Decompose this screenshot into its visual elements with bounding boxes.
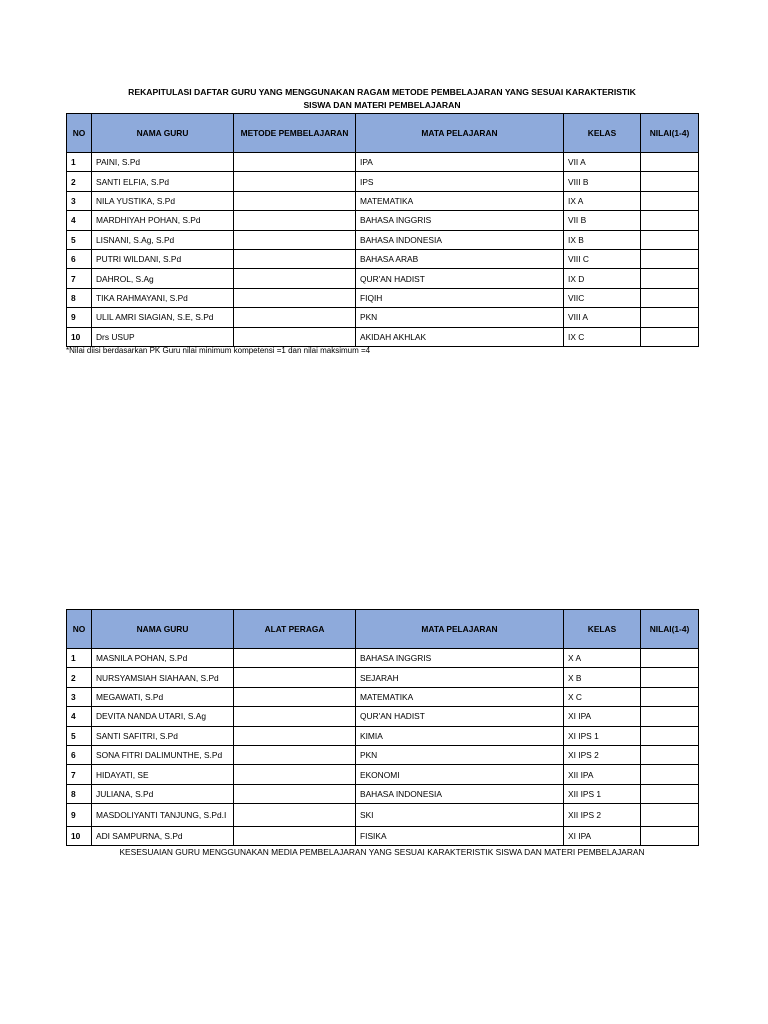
cell-no: 6 <box>67 745 92 764</box>
cell-nilai <box>641 153 699 172</box>
cell-nama-guru: MEGAWATI, S.Pd <box>92 687 234 706</box>
teacher-method-table <box>66 113 699 347</box>
cell-no: 1 <box>67 649 92 668</box>
table-row <box>67 211 699 230</box>
table-row <box>67 230 699 249</box>
cell-no: 4 <box>67 707 92 726</box>
table2-caption: KESESUAIAN GURU MENGGUNAKAN MEDIA PEMBELAJARAN YANG SESUAI KARAKTERISTIK SISWA DAN MATERI PEMBELAJARAN <box>119 847 645 857</box>
cell-col3 <box>234 230 356 249</box>
table-row <box>67 726 699 745</box>
cell-nama-guru: NILA YUSTIKA, S.Pd <box>92 191 234 210</box>
cell-col3 <box>234 308 356 327</box>
teacher-media-table <box>66 609 699 846</box>
cell-no: 10 <box>67 327 92 346</box>
cell-col3 <box>234 249 356 268</box>
cell-nama-guru: SONA FITRI DALIMUNTHE, S.Pd <box>92 745 234 764</box>
cell-kelas: XII IPS 2 <box>564 804 641 826</box>
header-no: NO <box>67 610 92 649</box>
table-row <box>67 668 699 687</box>
cell-mata-pelajaran: BAHASA INGGRIS <box>356 211 564 230</box>
table-row <box>67 191 699 210</box>
table-row <box>67 745 699 764</box>
table-row <box>67 308 699 327</box>
table-row <box>67 804 699 826</box>
cell-no: 7 <box>67 269 92 288</box>
header-kelas: KELAS <box>564 610 641 649</box>
cell-nama-guru: MASNILA POHAN, S.Pd <box>92 649 234 668</box>
cell-col3 <box>234 668 356 687</box>
cell-nama-guru: ULIL AMRI SIAGIAN, S.E, S.Pd <box>92 308 234 327</box>
cell-nama-guru: Drs USUP <box>92 327 234 346</box>
header-nilai: NILAI(1-4) <box>641 610 699 649</box>
header-nilai: NILAI(1-4) <box>641 114 699 153</box>
cell-mata-pelajaran: KIMIA <box>356 726 564 745</box>
cell-mata-pelajaran: PKN <box>356 308 564 327</box>
header-nama-guru: NAMA GURU <box>92 610 234 649</box>
table-row <box>67 172 699 191</box>
cell-no: 10 <box>67 826 92 845</box>
cell-no: 2 <box>67 668 92 687</box>
cell-mata-pelajaran: BAHASA INDONESIA <box>356 230 564 249</box>
cell-nama-guru: TIKA RAHMAYANI, S.Pd <box>92 288 234 307</box>
cell-kelas: VIII A <box>564 308 641 327</box>
table-row <box>67 288 699 307</box>
table-body <box>67 649 699 846</box>
title-line-1: REKAPITULASI DAFTAR GURU YANG MENGGUNAKAN RAGAM METODE PEMBELAJARAN YANG SESUAI KARAKTERISTIK <box>128 87 636 97</box>
cell-mata-pelajaran: FISIKA <box>356 826 564 845</box>
cell-nilai <box>641 269 699 288</box>
cell-kelas: VII A <box>564 153 641 172</box>
cell-kelas: VIII C <box>564 249 641 268</box>
table-row <box>67 687 699 706</box>
cell-no: 4 <box>67 211 92 230</box>
cell-no: 2 <box>67 172 92 191</box>
cell-mata-pelajaran: QUR'AN HADIST <box>356 707 564 726</box>
cell-nama-guru: MARDHIYAH POHAN, S.Pd <box>92 211 234 230</box>
cell-nama-guru: PAINI, S.Pd <box>92 153 234 172</box>
cell-kelas: VIIC <box>564 288 641 307</box>
header-no: NO <box>67 114 92 153</box>
cell-nama-guru: NURSYAMSIAH SIAHAAN, S.Pd <box>92 668 234 687</box>
table-body <box>67 153 699 347</box>
cell-col3 <box>234 687 356 706</box>
cell-mata-pelajaran: FIQIH <box>356 288 564 307</box>
cell-nama-guru: ADI SAMPURNA, S.Pd <box>92 826 234 845</box>
cell-no: 9 <box>67 804 92 826</box>
cell-col3 <box>234 804 356 826</box>
cell-kelas: IX C <box>564 327 641 346</box>
header-mata-pelajaran: MATA PELAJARAN <box>356 114 564 153</box>
cell-mata-pelajaran: BAHASA ARAB <box>356 249 564 268</box>
cell-nilai <box>641 826 699 845</box>
cell-nilai <box>641 804 699 826</box>
cell-kelas: IX A <box>564 191 641 210</box>
cell-kelas: XI IPA <box>564 707 641 726</box>
title-line-2: SISWA DAN MATERI PEMBELAJARAN <box>303 100 461 110</box>
cell-nilai <box>641 707 699 726</box>
cell-nilai <box>641 784 699 803</box>
table-row <box>67 649 699 668</box>
cell-kelas: XII IPS 1 <box>564 784 641 803</box>
cell-nilai <box>641 308 699 327</box>
cell-mata-pelajaran: SKI <box>356 804 564 826</box>
cell-no: 6 <box>67 249 92 268</box>
header-alat-peraga: ALAT PERAGA <box>234 610 356 649</box>
footnote: *Nilai diisi berdasarkan PK Guru nilai minimum kompetensi =1 dan nilai maksimum =4 <box>66 346 371 355</box>
cell-nama-guru: LISNANI, S.Ag, S.Pd <box>92 230 234 249</box>
cell-no: 7 <box>67 765 92 784</box>
cell-nama-guru: PUTRI WILDANI, S.Pd <box>92 249 234 268</box>
cell-mata-pelajaran: BAHASA INGGRIS <box>356 649 564 668</box>
cell-nama-guru: MASDOLIYANTI TANJUNG, S.Pd.I <box>92 804 234 826</box>
cell-mata-pelajaran: QUR'AN HADIST <box>356 269 564 288</box>
header-kelas: KELAS <box>564 114 641 153</box>
cell-nilai <box>641 172 699 191</box>
cell-no: 8 <box>67 288 92 307</box>
cell-nilai <box>641 230 699 249</box>
cell-col3 <box>234 784 356 803</box>
cell-nilai <box>641 211 699 230</box>
cell-col3 <box>234 765 356 784</box>
cell-col3 <box>234 269 356 288</box>
cell-nilai <box>641 288 699 307</box>
cell-mata-pelajaran: EKONOMI <box>356 765 564 784</box>
cell-no: 8 <box>67 784 92 803</box>
table-row <box>67 249 699 268</box>
cell-nama-guru: DEVITA NANDA UTARI, S.Ag <box>92 707 234 726</box>
cell-col3 <box>234 288 356 307</box>
cell-col3 <box>234 153 356 172</box>
cell-col3 <box>234 826 356 845</box>
cell-kelas: XI IPS 1 <box>564 726 641 745</box>
cell-nama-guru: SANTI ELFIA, S.Pd <box>92 172 234 191</box>
cell-no: 5 <box>67 230 92 249</box>
cell-nama-guru: SANTI SAFITRI, S.Pd <box>92 726 234 745</box>
cell-kelas: VIII B <box>564 172 641 191</box>
cell-nilai <box>641 191 699 210</box>
table-row <box>67 784 699 803</box>
cell-no: 3 <box>67 687 92 706</box>
cell-col3 <box>234 172 356 191</box>
cell-kelas: X C <box>564 687 641 706</box>
cell-kelas: XI IPA <box>564 826 641 845</box>
cell-nilai <box>641 649 699 668</box>
table-header-row <box>67 114 699 153</box>
cell-mata-pelajaran: BAHASA INDONESIA <box>356 784 564 803</box>
cell-kelas: XI IPS 2 <box>564 745 641 764</box>
cell-kelas: VII B <box>564 211 641 230</box>
cell-nilai <box>641 726 699 745</box>
cell-col3 <box>234 745 356 764</box>
table-row <box>67 826 699 845</box>
cell-mata-pelajaran: IPA <box>356 153 564 172</box>
cell-col3 <box>234 327 356 346</box>
cell-nilai <box>641 668 699 687</box>
header-mata-pelajaran: MATA PELAJARAN <box>356 610 564 649</box>
cell-no: 3 <box>67 191 92 210</box>
cell-nilai <box>641 745 699 764</box>
cell-col3 <box>234 211 356 230</box>
cell-nama-guru: JULIANA, S.Pd <box>92 784 234 803</box>
table-header-row <box>67 610 699 649</box>
document-title <box>66 86 698 112</box>
table-row <box>67 153 699 172</box>
table-row <box>67 327 699 346</box>
cell-nilai <box>641 249 699 268</box>
cell-kelas: XII IPA <box>564 765 641 784</box>
cell-no: 9 <box>67 308 92 327</box>
cell-col3 <box>234 649 356 668</box>
cell-nilai <box>641 687 699 706</box>
cell-mata-pelajaran: MATEMATIKA <box>356 687 564 706</box>
cell-mata-pelajaran: PKN <box>356 745 564 764</box>
cell-kelas: IX B <box>564 230 641 249</box>
table-row <box>67 765 699 784</box>
cell-kelas: X B <box>564 668 641 687</box>
cell-nilai <box>641 327 699 346</box>
cell-col3 <box>234 726 356 745</box>
cell-col3 <box>234 191 356 210</box>
cell-nilai <box>641 765 699 784</box>
cell-no: 5 <box>67 726 92 745</box>
cell-mata-pelajaran: IPS <box>356 172 564 191</box>
table-row <box>67 707 699 726</box>
cell-kelas: X A <box>564 649 641 668</box>
cell-mata-pelajaran: AKIDAH AKHLAK <box>356 327 564 346</box>
header-nama-guru: NAMA GURU <box>92 114 234 153</box>
cell-kelas: IX D <box>564 269 641 288</box>
cell-mata-pelajaran: SEJARAH <box>356 668 564 687</box>
table-row <box>67 269 699 288</box>
header-metode-pembelajaran: METODE PEMBELAJARAN <box>234 114 356 153</box>
cell-mata-pelajaran: MATEMATIKA <box>356 191 564 210</box>
cell-nama-guru: DAHROL, S.Ag <box>92 269 234 288</box>
cell-col3 <box>234 707 356 726</box>
cell-nama-guru: HIDAYATI, SE <box>92 765 234 784</box>
cell-no: 1 <box>67 153 92 172</box>
